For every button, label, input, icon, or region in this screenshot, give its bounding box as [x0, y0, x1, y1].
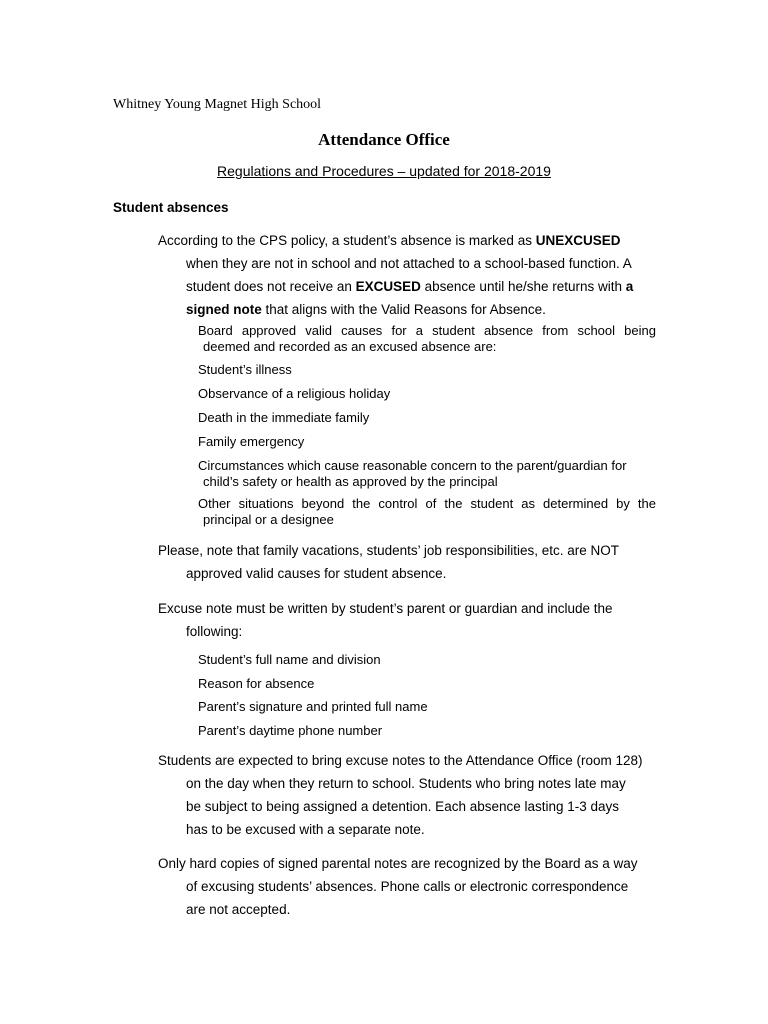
valid-causes-intro-line-1: Board approved valid causes for a student absence from school being	[198, 323, 656, 338]
bring-notes-line-1: Students are expected to bring excuse notes to the Attendance Office (room 128)	[158, 753, 643, 768]
circumstances-line-2: child’s safety or health as approved by the principal	[203, 474, 498, 489]
policy-line-2: when they are not in school and not attached to a school-based function. A	[186, 256, 632, 271]
list-item	[198, 458, 656, 490]
hard-copies-line-3: are not accepted.	[186, 902, 291, 917]
signed-note-term: signed note	[186, 302, 262, 317]
list-item: Parent’s daytime phone number	[198, 723, 383, 738]
list-item: Student’s illness	[198, 362, 292, 377]
valid-causes-intro-line-2: deemed and recorded as an excused absence are:	[203, 339, 497, 354]
vacations-paragraph	[158, 539, 658, 585]
unexcused-term: UNEXCUSED	[535, 233, 621, 248]
policy-text: absence until he/she returns with	[420, 279, 626, 294]
bring-notes-line-3: be subject to being assigned a detention. Each absence lasting 1-3 days	[186, 799, 620, 814]
list-item	[198, 496, 656, 528]
bring-notes-line-2: on the day when they return to school. Students who bring notes late may	[186, 776, 626, 791]
list-item: Observance of a religious holiday	[198, 386, 391, 401]
hard-copies-line-1: Only hard copies of signed parental notes are recognized by the Board as a way	[158, 856, 638, 871]
page-title: Attendance Office	[318, 130, 450, 149]
excuse-note-line-2: following:	[186, 624, 243, 639]
list-item: Reason for absence	[198, 676, 315, 691]
policy-text: that aligns with the Valid Reasons for Absence.	[261, 302, 546, 317]
vacations-line-2: approved valid causes for student absence.	[186, 566, 447, 581]
excuse-note-paragraph	[158, 597, 658, 643]
subtitle-text: Regulations and Procedures – updated for 2018-2019	[217, 163, 551, 179]
circumstances-line-1: Circumstances which cause reasonable concern to the parent/guardian for	[198, 458, 627, 473]
policy-paragraph	[158, 229, 658, 321]
bring-notes-line-4: has to be excused with a separate note.	[186, 822, 425, 837]
vacations-line-1: Please, note that family vacations, students’ job responsibilities, etc. are NOT	[158, 543, 619, 558]
school-name: Whitney Young Magnet High School	[113, 97, 322, 112]
policy-line-3	[158, 275, 658, 298]
list-item: Death in the immediate family	[198, 410, 370, 425]
policy-line-4	[158, 298, 658, 321]
policy-line-1	[158, 229, 658, 252]
policy-text: According to the CPS policy, a student’s absence is marked as	[158, 233, 536, 248]
other-situations-line-1: Other situations beyond the control of the student as determined by the	[198, 496, 656, 511]
other-situations-line-2: principal or a designee	[203, 512, 334, 527]
page-subtitle	[0, 163, 768, 179]
hard-copies-paragraph	[158, 852, 658, 921]
section-heading: Student absences	[113, 200, 229, 215]
bring-notes-paragraph	[158, 749, 658, 841]
list-item: Student’s full name and division	[198, 652, 381, 667]
excused-term: EXCUSED	[355, 279, 421, 294]
excuse-note-line-1: Excuse note must be written by student’s parent or guardian and include the	[158, 601, 613, 616]
valid-causes-intro	[198, 323, 656, 355]
policy-emphasis: a	[625, 279, 634, 294]
policy-text: student does not receive an	[186, 279, 356, 294]
hard-copies-line-2: of excusing students’ absences. Phone calls or electronic correspondence	[186, 879, 629, 894]
list-item: Parent’s signature and printed full name	[198, 699, 428, 714]
list-item: Family emergency	[198, 434, 305, 449]
